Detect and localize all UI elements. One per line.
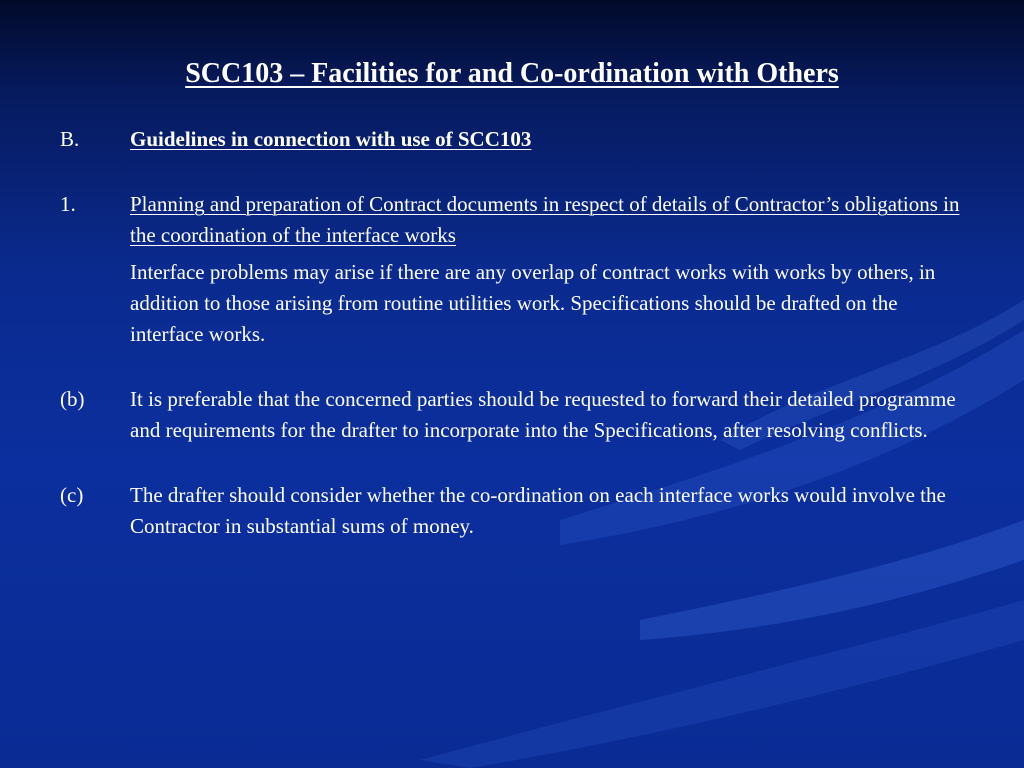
item-b-row: [60, 384, 964, 446]
item-c-row: [60, 480, 964, 542]
section-heading-row: [60, 124, 964, 155]
item-1-body: Interface problems may arise if there are any overlap of contract works with works by others, in addition to those arising from routine utilities work. Specifications should be drafted on the interface works.: [130, 260, 936, 346]
slide-title-text: SCC103 – Facilities for and Co-ordination with Others: [185, 58, 839, 89]
section-marker: B.: [60, 127, 80, 151]
item-b-body: It is preferable that the concerned parties should be requested to forward their detailed programme and requirements for the drafter to incorporate into the Specifications, after resolving conflicts.: [130, 387, 956, 442]
item-c-marker: (c): [60, 483, 84, 507]
slide-content: [60, 124, 964, 542]
item-b-marker: (b): [60, 387, 85, 411]
slide-title: [0, 56, 1024, 92]
item-1-body-row: [60, 257, 964, 350]
item-1-marker: 1.: [60, 192, 76, 216]
item-1-heading: Planning and preparation of Contract documents in respect of details of Contractor’s obligations in the coordination of the interface works: [130, 192, 960, 247]
item-c-body: The drafter should consider whether the co-ordination on each interface works would involve the Contractor in substantial sums of money.: [130, 483, 946, 538]
section-heading: Guidelines in connection with use of SCC103: [130, 127, 532, 151]
item-1-heading-row: [60, 189, 964, 251]
